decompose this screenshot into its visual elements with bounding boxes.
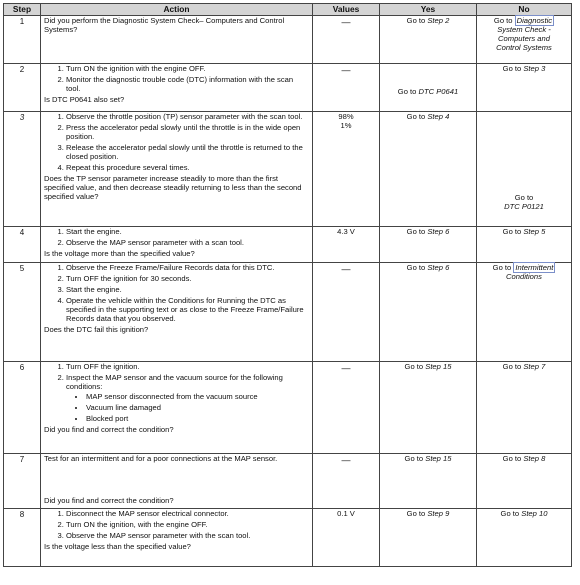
no-prefix: Go to [502,64,522,73]
action-item: 3. Release the accelerator pedal slowly until the throttle is returned to the closed position. [66,144,309,162]
yes-prefix: Go to [406,263,426,272]
action-item: 1. Observe the throttle position (TP) sensor parameter with the scan tool. [66,113,309,122]
yes-prefix: Go to [397,86,417,96]
yes-prefix: Go to [406,16,426,25]
table-row [4,509,572,567]
yes-prefix: Go to [406,227,426,236]
action-item: 1. Disconnect the MAP sensor electrical connector. [66,510,309,519]
action-list [44,510,309,541]
action-list [44,65,309,94]
action-item: 2. Observe the MAP sensor parameter with a scan tool. [66,239,309,248]
header-values: Values [313,4,380,16]
no-link[interactable]: Step 7 [523,362,546,371]
action-cell [41,227,313,263]
no-cell [477,263,572,362]
step-number: 4 [4,227,41,263]
action-cell [41,509,313,567]
yes-cell [380,362,477,454]
no-link[interactable]: Step 8 [523,454,546,463]
step-number: 7 [4,454,41,509]
header-row [4,4,572,16]
action-question: Is the voltage more than the specified value? [44,248,195,258]
yes-cell [380,64,477,112]
action-cell [41,16,313,64]
action-item: 1. Turn ON the ignition with the engine OFF. [66,65,309,74]
action-item: 2. Monitor the diagnostic trouble code (DTC) information with the scan tool. [66,76,309,94]
action-question: Did you find and correct the condition? [44,496,174,506]
no-cell [477,16,572,64]
action-item: 4. Repeat this procedure several times. [66,164,309,173]
no-link-line[interactable]: Computers and [498,33,550,43]
no-cell [477,227,572,263]
value-cell: — [313,64,380,112]
yes-cell [380,263,477,362]
action-item: 3. Observe the MAP sensor parameter with the scan tool. [66,532,309,541]
no-link-line[interactable]: Control Systems [496,42,552,52]
yes-cell [380,112,477,227]
value-cell: 4.3 V [313,227,380,263]
step-number: 1 [4,16,41,64]
step-number: 2 [4,64,41,112]
action-list [44,363,309,424]
table-row [4,362,572,454]
value-cell: — [313,263,380,362]
no-link[interactable]: Step 5 [523,227,546,236]
yes-link[interactable]: Step 4 [427,112,450,121]
value-2: 1% [340,120,352,130]
header-step: Step [4,4,41,16]
no-cell [477,64,572,112]
action-question: Did you find and correct the condition? [44,424,174,434]
diagnostic-table [3,3,572,567]
action-question: Is DTC P0641 also set? [44,94,125,104]
value-cell: — [313,454,380,509]
value-cell: — [313,362,380,454]
action-list [44,264,309,324]
yes-link[interactable]: DTC P0641 [418,86,459,96]
yes-cell [380,454,477,509]
table-row [4,112,572,227]
action-item: 2. Press the accelerator pedal slowly until the throttle is in the wide open position. [66,124,309,142]
condition-item: • Blocked port [86,415,309,424]
action-cell [41,112,313,227]
yes-link[interactable]: Step 9 [427,509,450,518]
no-link[interactable]: Step 10 [521,509,548,518]
no-prefix: Go to [493,16,513,25]
yes-link[interactable]: Step 6 [427,263,450,272]
action-text: Did you perform the Diagnostic System Check– Computers and Control Systems? [44,16,285,34]
action-cell [41,64,313,112]
table-row [4,454,572,509]
no-link-intermittent[interactable]: Intermittent [515,263,554,272]
action-cell [41,362,313,454]
header-yes: Yes [380,4,477,16]
value-cell: — [313,16,380,64]
action-cell [41,454,313,509]
action-item: 2. Turn OFF the ignition for 30 seconds. [66,275,309,284]
no-link-line[interactable]: Conditions [506,271,542,281]
no-cell [477,112,572,227]
action-item: 2. Turn ON the ignition, with the engine OFF. [66,521,309,530]
condition-item: • MAP sensor disconnected from the vacuum source [86,393,309,402]
yes-cell [380,16,477,64]
action-question: Does the DTC fail this ignition? [44,324,149,334]
no-link-line[interactable]: System Check - [497,24,551,34]
header-action: Action [41,4,313,16]
step-number: 5 [4,263,41,362]
no-link[interactable]: Step 3 [523,64,546,73]
action-item: 1. Observe the Freeze Frame/Failure Records data for this DTC. [66,264,309,273]
table-row [4,227,572,263]
yes-link[interactable]: Step 6 [427,227,450,236]
value-cell [313,112,380,227]
condition-list [66,393,309,424]
value-1: 98% [338,112,354,121]
no-prefix: Go to [500,509,520,518]
yes-prefix: Go to [404,454,424,463]
action-item: 4. Operate the vehicle within the Conditions for Running the DTC as specified in the supporting text or as close to the Freeze Frame/Failure Records data that you observed. [66,297,309,324]
step-number: 6 [4,362,41,454]
step-number: 3 [4,112,41,227]
action-text: Test for an intermittent and for a poor connections at the MAP sensor. [44,454,278,463]
action-item-text: Inspect the MAP sensor and the vacuum source for the following conditions: [66,372,283,391]
header-no: No [477,4,572,16]
yes-prefix: Go to [404,362,424,371]
yes-cell [380,509,477,567]
action-item: 1. Start the engine. [66,228,309,237]
table-row [4,64,572,112]
yes-link[interactable]: Step 2 [427,16,450,25]
no-prefix: Go to [514,193,534,203]
table-row [4,16,572,64]
yes-prefix: Go to [406,112,426,121]
no-prefix: Go to [492,263,512,272]
yes-cell [380,227,477,263]
no-cell [477,454,572,509]
action-item [66,374,309,424]
action-item: 1. Turn OFF the ignition. [66,363,309,372]
no-link-diagnostic-check[interactable]: Diagnostic [516,16,553,25]
action-item: 3. Start the engine. [66,286,309,295]
no-prefix: Go to [502,227,522,236]
table-row [4,263,572,362]
value-cell: 0.1 V [313,509,380,567]
yes-link[interactable]: Step 15 [425,362,452,371]
action-question: Does the TP sensor parameter increase steadily to more than the first specified value, and then decrease steadily returning to less than the second specified value? [44,173,302,201]
no-link[interactable]: DTC P0121 [504,202,544,212]
yes-link[interactable]: Step 15 [425,454,452,463]
action-question: Is the voltage less than the specified value? [44,541,191,551]
yes-prefix: Go to [406,509,426,518]
action-cell [41,263,313,362]
condition-item: • Vacuum line damaged [86,404,309,413]
no-cell [477,362,572,454]
action-list [44,113,309,173]
no-prefix: Go to [502,362,522,371]
no-prefix: Go to [502,454,522,463]
no-cell [477,509,572,567]
step-number: 8 [4,509,41,567]
action-list [44,228,309,248]
